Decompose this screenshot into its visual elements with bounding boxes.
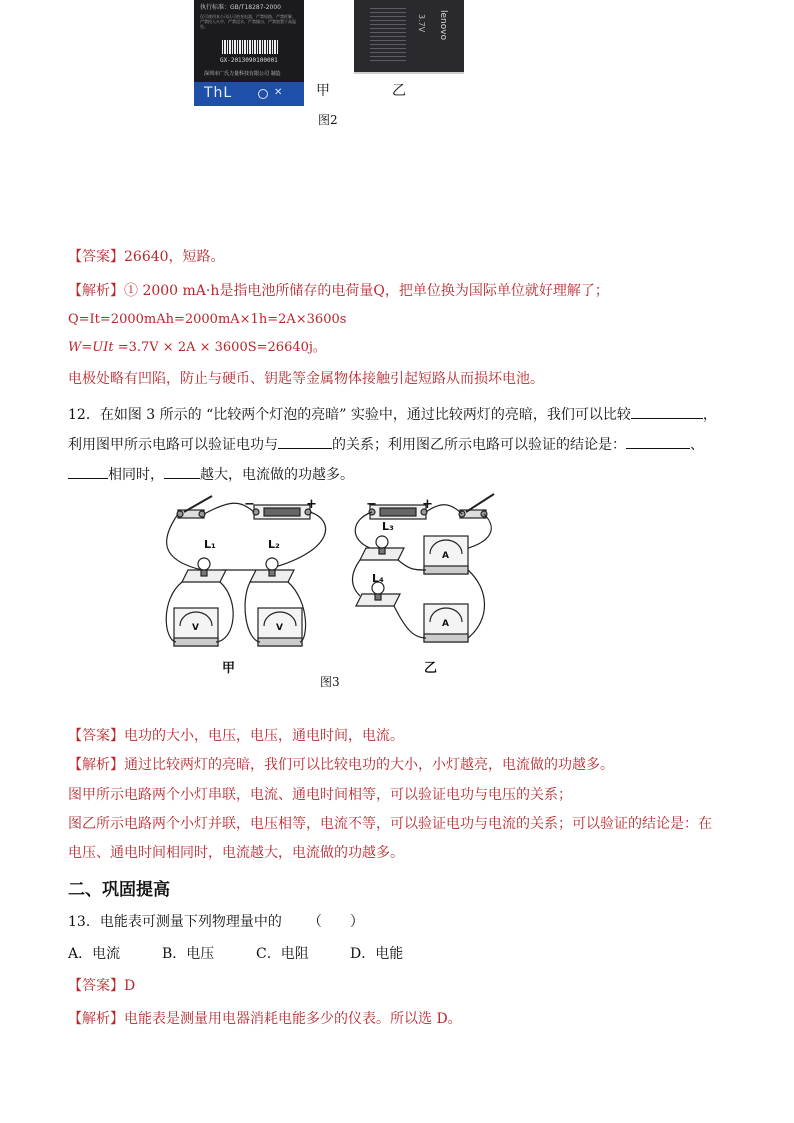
fig2-label-yi: 乙 [392,83,406,99]
q11-answer [68,248,225,266]
label-l3: L₃ [382,520,394,533]
battery-icon [253,505,311,519]
fig2-label-jia: 甲 [316,83,330,99]
label-l2: L₂ [268,538,280,551]
yi-minus: − [366,497,377,512]
q13-analysis: 【解析】电能表是测量用电器消耗电能多少的仪表。所以选 D。 [68,1011,462,1027]
label-l4: L₄ [372,572,384,585]
q11-analysis-line2: Q=It=2000mAh=2000mA×1h=2A×3600s [68,312,347,327]
yi-plus: + [422,497,433,512]
blank-2[interactable] [278,434,332,449]
ammeter-2-a: A [442,619,449,629]
q12-analysis-line1: 【解析】通过比较两灯的亮暗，我们可以比较电功的大小，小灯越亮，电流做的功越多。 [68,757,614,773]
q12-analysis-line2: 图甲所示电路两个小灯串联，电流、通电时间相等，可以验证电功与电压的关系； [68,787,572,803]
lamp-l2 [250,558,294,582]
answer-text: 26640，短路。 [124,249,225,265]
barcode [222,40,278,54]
q12-line2: 利用图甲所示电路可以验证电功与 的关系；利用图乙所示电路可以验证的结论是： 、 [68,434,704,454]
ammeter-1-a: A [442,551,449,561]
q11-analysis-line1: 【解析】① 2000 mA·h是指电池所储存的电荷量Q，把单位换为国际单位就好理解了； [68,283,609,299]
lamp-l3 [360,536,404,560]
analysis-tag: 【解析】 [68,283,124,299]
lamp-l1 [182,558,226,582]
q13-answer: 【答案】D [68,978,136,994]
q12-answer: 【答案】电功的大小，电压，电压，通电时间，电流。 [68,728,404,744]
lamp-l4 [356,582,400,606]
fig3-label-yi: 乙 [424,661,438,676]
fig3-label-jia: 甲 [222,661,236,676]
battery-warning-text: 仅可使用本公司认可的充电器，严禁短路，严禁拆解，严禁投入火中，严禁浸水，严禁撞击，严禁放置于高温处。 [200,14,296,29]
voltmeter-2-v: V [276,623,283,633]
battery-yi-image [354,0,464,74]
switch-icon-yi [459,494,494,518]
jia-plus: + [306,497,317,512]
battery-voltage: 3.7V [417,14,426,33]
option-b[interactable]: B．电压 [162,946,215,962]
blank-5[interactable] [164,464,200,479]
q12-line1: 12．在如图 3 所示的 “比较两个灯泡的亮暗” 实验中，通过比较两灯的亮暗，我们可以比较 ， [68,404,717,424]
fig3-circuits [160,490,520,690]
battery-maker: 深圳市广氏力量科技有限公司 制造 [204,71,281,77]
q12-line3: 相同时， 越大，电流做的功越多。 [68,464,354,484]
battery-jia-image [194,0,304,106]
q11-analysis-line3: W=UIt =3.7V × 2A × 3600S=26640j。 [68,340,326,355]
lenovo-brand: lenovo [438,10,448,41]
fig3-caption: 图3 [320,675,340,689]
switch-icon [177,496,212,518]
battery-icon-yi [369,505,427,519]
answer-tag: 【答案】 [68,249,124,265]
q11-analysis-line4: 电极处略有凹陷，防止与硬币、钥匙等金属物体接触引起短路从而损坏电池。 [68,371,544,387]
recycle-icon [258,89,268,99]
label-l1: L₁ [204,538,216,551]
q12-analysis-line3: 图乙所示电路两个小灯并联，电压相等，电流不等，可以验证电功与电流的关系；可以验证的结论是：在 [68,816,712,832]
bin-icon: ✕ [274,87,283,98]
blank-4[interactable] [68,464,108,479]
q12-analysis-line4: 电压、通电时间相同时，电流越大，电流做的功越多。 [68,845,404,861]
fig2-caption: 图2 [318,113,338,127]
option-d[interactable]: D．电能 [350,946,404,962]
section-title: 二、巩固提高 [68,880,170,900]
blank-3[interactable] [626,434,690,449]
jia-minus: − [244,497,255,512]
circuit-jia [166,496,325,646]
blank-1[interactable] [631,404,703,419]
battery-yi-text-block [370,6,406,64]
thl-logo: ThL [204,85,233,101]
option-a[interactable]: A．电流 [68,946,121,962]
q13-options [68,945,403,963]
option-c[interactable]: C．电阻 [256,946,309,962]
q13-stem: 13．电能表可测量下列物理量中的 （ ） [68,914,364,930]
battery-blue-band [194,82,304,106]
battery-standard-text: 执行标准：GB/T18287-2000 [200,4,281,11]
battery-serial: GX-2013090100001 [220,57,278,64]
circuit-yi [353,494,495,642]
voltmeter-1-v: V [192,623,199,633]
